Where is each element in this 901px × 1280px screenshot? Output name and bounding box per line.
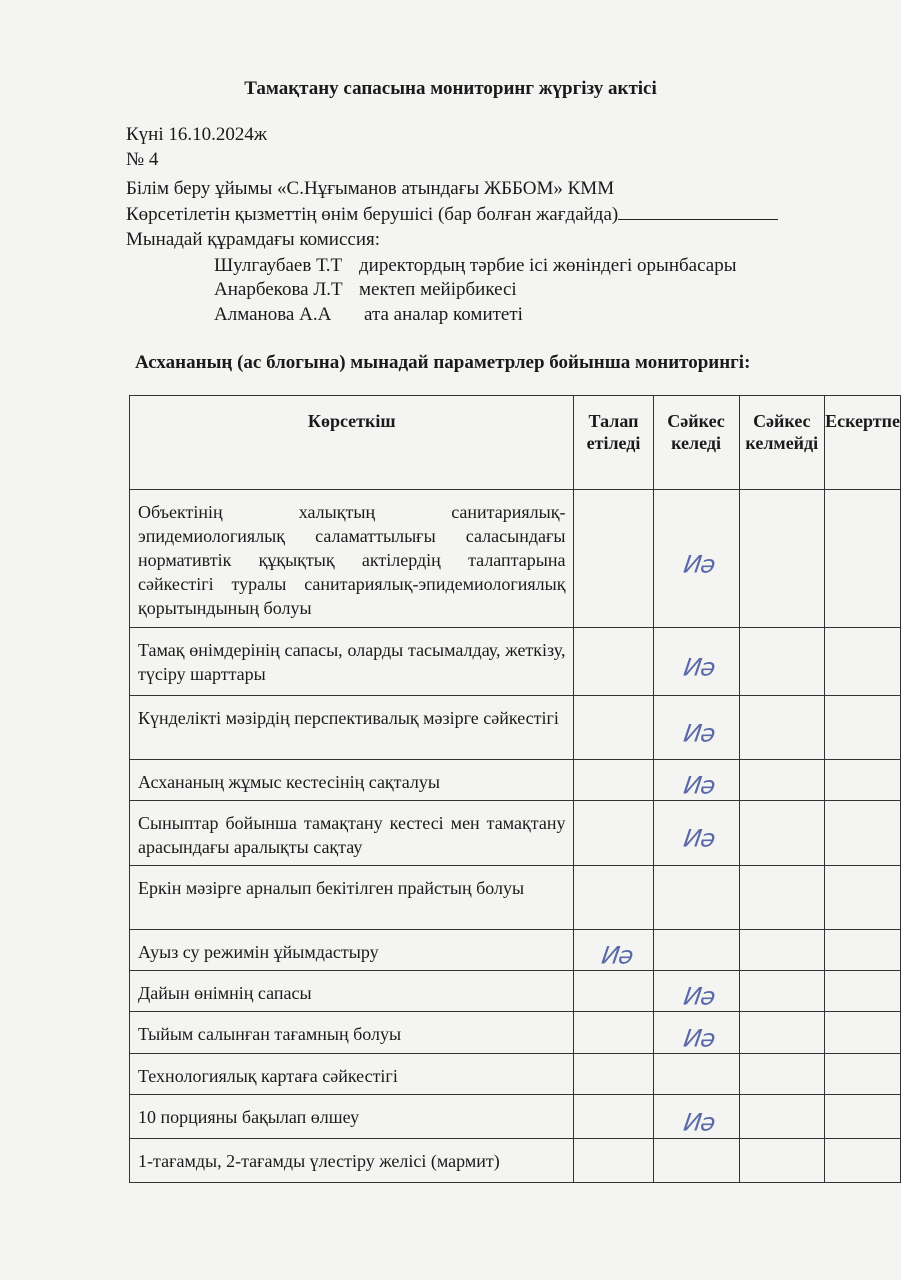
noncompliant-cell [739, 760, 825, 801]
required-cell [574, 1095, 653, 1139]
table-row [130, 760, 901, 801]
indicator-cell: Тыйым салынған тағамның болуы [130, 1012, 574, 1054]
required-cell [574, 628, 653, 696]
indicator-cell: Күнделікті мәзірдің перспективалық мәзірге сәйкестігі [130, 696, 574, 760]
provider-label: Көрсетілетін қызметтің өнім берушісі (бар болған жағдайда) [126, 204, 619, 225]
table-header-row [130, 396, 901, 490]
note-cell [825, 1012, 901, 1054]
compliant-cell [653, 628, 739, 696]
noncompliant-cell [739, 628, 825, 696]
table-row [130, 1139, 901, 1183]
note-cell [825, 1095, 901, 1139]
commission-member [214, 304, 523, 326]
note-cell [825, 930, 901, 971]
handwritten-mark: Иә [681, 550, 717, 579]
note-cell [825, 696, 901, 760]
commission-member [214, 255, 737, 277]
handwritten-mark: Иә [681, 982, 717, 1011]
indicator-cell: 10 порцияны бақылап өлшеу [130, 1095, 574, 1139]
commission-line: Мынадай құрамдағы комиссия: [126, 229, 381, 250]
header-note: Ескертпе [825, 396, 901, 490]
indicator-cell: Тамақ өнімдерінің сапасы, оларды тасымалдау, жеткізу, түсіру шарттары [130, 628, 574, 696]
noncompliant-cell [739, 490, 825, 628]
compliant-cell [653, 1012, 739, 1054]
member-name: Шулгаубаев Т.Т [214, 255, 343, 276]
noncompliant-cell [739, 1095, 825, 1139]
note-cell [825, 1054, 901, 1095]
date-line: Күні 16.10.2024ж [126, 124, 267, 145]
indicator-cell: 1-тағамды, 2-тағамды үлестіру желісі (мармит) [130, 1139, 574, 1183]
compliant-cell [653, 801, 739, 866]
table-row [130, 930, 901, 971]
compliant-cell [653, 1139, 739, 1183]
header-noncompliant: Сәйкес келмейді [739, 396, 825, 490]
note-cell [825, 801, 901, 866]
required-cell [574, 930, 653, 971]
compliant-cell [653, 971, 739, 1012]
required-cell [574, 490, 653, 628]
compliant-cell [653, 760, 739, 801]
table-row [130, 866, 901, 930]
indicator-cell: Технологиялық картаға сәйкестігі [130, 1054, 574, 1095]
provider-blank [618, 203, 778, 220]
organization-line: Білім беру ұйымы «С.Нұғыманов атындағы ЖББОМ» КММ [126, 178, 615, 199]
compliant-cell [653, 1054, 739, 1095]
header-indicator: Көрсеткіш [130, 396, 574, 490]
indicator-cell: Дайын өнімнің сапасы [130, 971, 574, 1012]
noncompliant-cell [739, 696, 825, 760]
required-cell [574, 1012, 653, 1054]
noncompliant-cell [739, 930, 825, 971]
indicator-cell: Сыныптар бойынша тамақтану кестесі мен тамақтану арасындағы аралықты сақтау [130, 801, 574, 866]
handwritten-mark: Иә [681, 824, 717, 853]
compliant-cell [653, 930, 739, 971]
note-cell [825, 1139, 901, 1183]
indicator-cell: Ауыз су режимін ұйымдастыру [130, 930, 574, 971]
member-role: мектеп мейірбикесі [359, 279, 517, 300]
handwritten-mark: Иә [599, 941, 634, 970]
table-row [130, 1095, 901, 1139]
noncompliant-cell [739, 1139, 825, 1183]
required-cell [574, 760, 653, 801]
handwritten-mark: Иә [681, 1108, 717, 1137]
note-cell [825, 760, 901, 801]
table-row [130, 628, 901, 696]
required-cell [574, 1139, 653, 1183]
noncompliant-cell [739, 801, 825, 866]
document-title: Тамақтану сапасына мониторинг жүргізу актісі [244, 78, 657, 99]
required-cell [574, 971, 653, 1012]
handwritten-mark: Иә [681, 1024, 717, 1053]
monitoring-table [129, 395, 901, 1183]
note-cell [825, 866, 901, 930]
noncompliant-cell [739, 971, 825, 1012]
handwritten-mark: Иә [681, 653, 717, 682]
noncompliant-cell [739, 1054, 825, 1095]
number-line: № 4 [126, 149, 159, 170]
provider-line [126, 203, 778, 226]
compliant-cell [653, 696, 739, 760]
member-name: Анарбекова Л.Т [214, 279, 343, 300]
table-row [130, 1054, 901, 1095]
note-cell [825, 971, 901, 1012]
note-cell [825, 628, 901, 696]
required-cell [574, 866, 653, 930]
indicator-cell: Еркін мәзірге арналып бекітілген прайстың болуы [130, 866, 574, 930]
indicator-cell: Асхананың жұмыс кестесінің сақталуы [130, 760, 574, 801]
commission-member [214, 279, 517, 301]
table-row [130, 1012, 901, 1054]
member-role: директордың тәрбие ісі жөніндегі орынбасары [359, 255, 737, 276]
required-cell [574, 801, 653, 866]
member-name: Алманова А.А [214, 304, 332, 325]
required-cell [574, 1054, 653, 1095]
header-required: Талап етіледі [574, 396, 653, 490]
handwritten-mark: Иә [681, 719, 717, 748]
handwritten-mark: Иә [681, 771, 717, 800]
compliant-cell [653, 866, 739, 930]
noncompliant-cell [739, 866, 825, 930]
note-cell [825, 490, 901, 628]
required-cell [574, 696, 653, 760]
table-row [130, 696, 901, 760]
table-row [130, 801, 901, 866]
header-compliant: Сәйкес келеді [653, 396, 739, 490]
compliant-cell [653, 1095, 739, 1139]
compliant-cell [653, 490, 739, 628]
table-row [130, 971, 901, 1012]
section-subtitle: Асхананың (ас блогына) мынадай параметрлер бойынша мониторингі: [135, 352, 751, 373]
noncompliant-cell [739, 1012, 825, 1054]
member-role: ата аналар комитеті [364, 304, 523, 325]
table-row [130, 490, 901, 628]
indicator-cell: Объектінің халықтың санитариялық-эпидемиологиялық саламаттылығы саласындағы нормативтік құқықтық актілердің талаптарына сәйкестігі туралы санитариялық-эпидемиологиялық қорытындының болуы [130, 490, 574, 628]
